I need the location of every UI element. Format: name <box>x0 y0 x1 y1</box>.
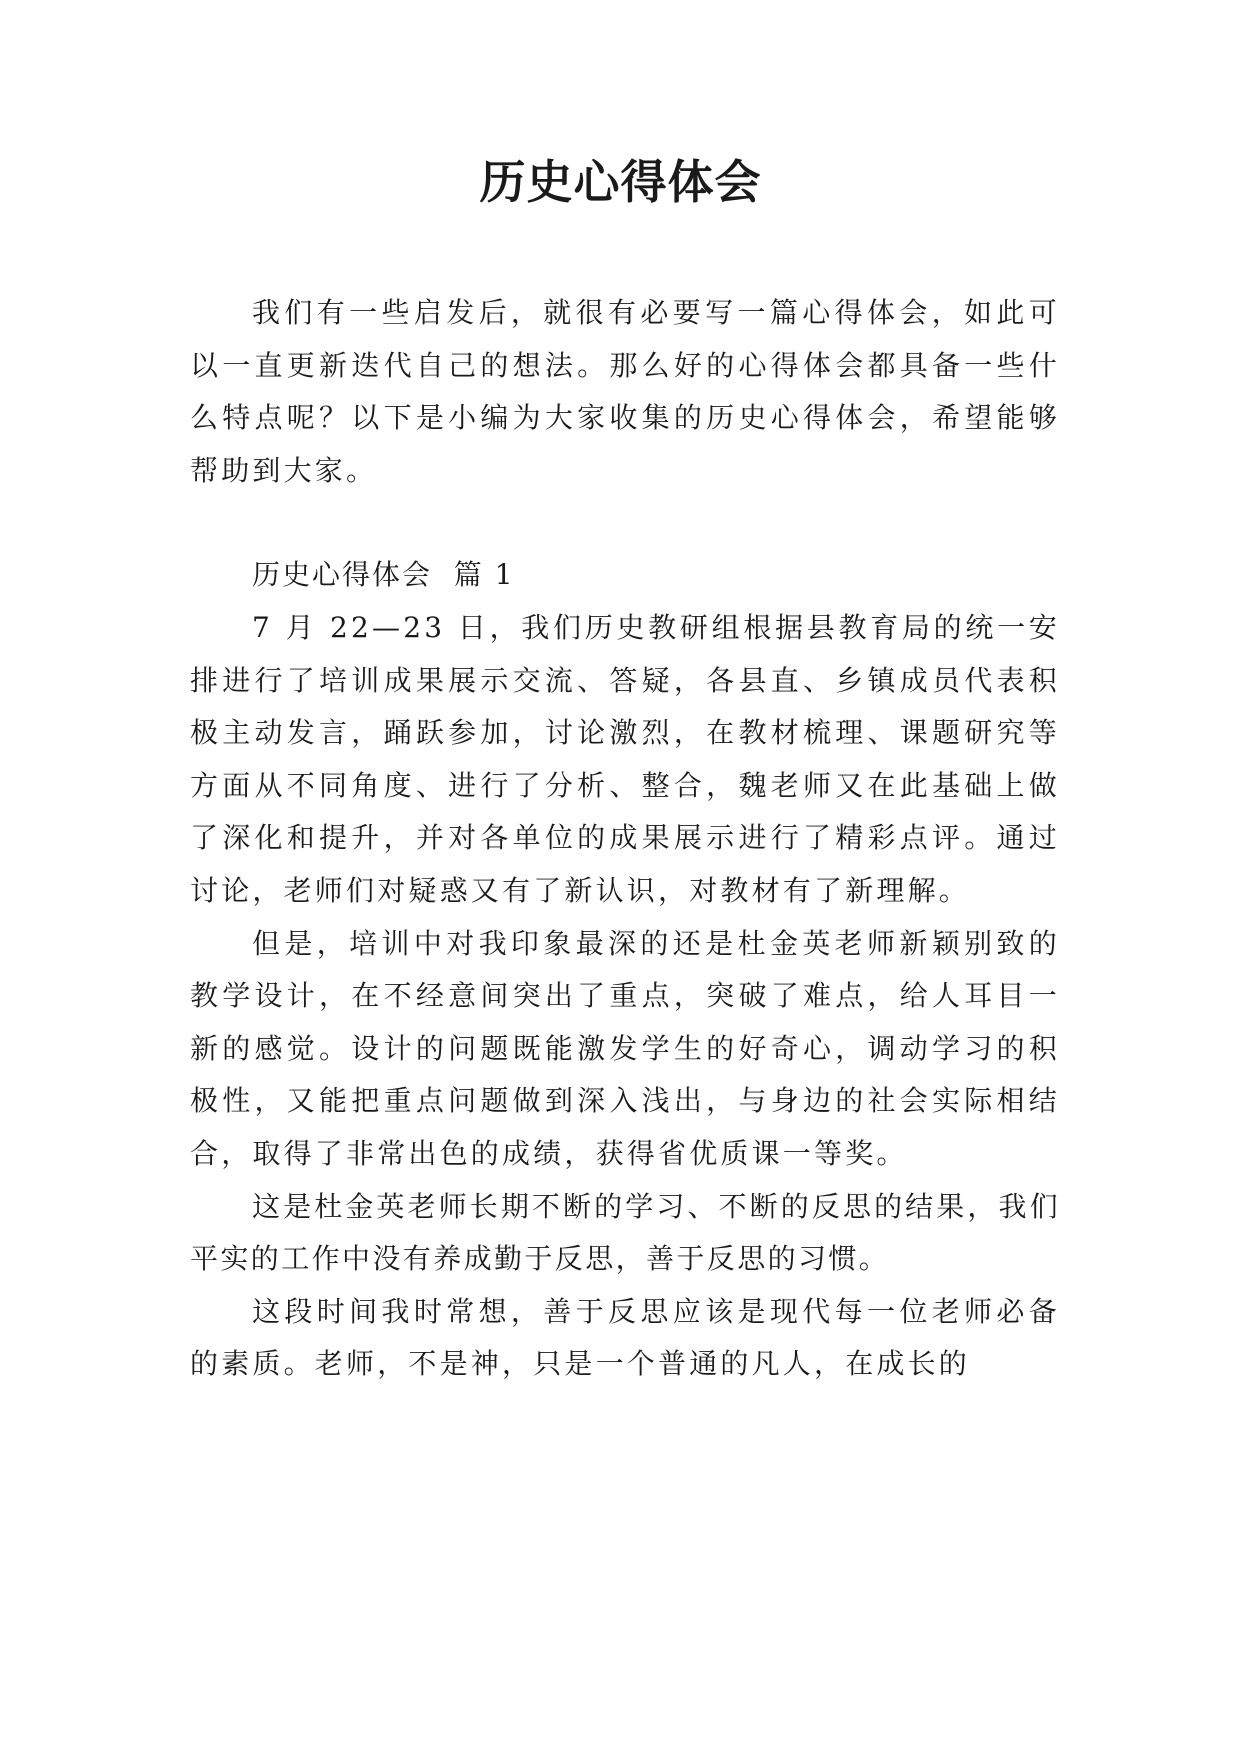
body-paragraph: 这段时间我时常想，善于反思应该是现代每一位老师必备的素质。老师，不是神，只是一个普通的凡人，在成长的 <box>190 1294 1060 1381</box>
intro-paragraph: 我们有一些启发后，就很有必要写一篇心得体会，如此可以一直更新迭代自己的想法。那么好的心得体会都具备一些什么特点呢？以下是小编为大家收集的历史心得体会，希望能够帮助到大家。 <box>190 296 1060 487</box>
document-body <box>190 287 1060 1391</box>
body-paragraph: 这是杜金英老师长期不断的学习、不断的反思的结果，我们平实的工作中没有养成勤于反思，善于反思的习惯。 <box>190 1189 1060 1276</box>
body-paragraph: 7 月 22—23 日，我们历史教研组根据县教育局的统一安排进行了培训成果展示交流、答疑，各县直、乡镇成员代表积极主动发言，踊跃参加，讨论激烈，在教材梳理、课题研究等方面从不同角度、进行了分析、整合，魏老师又在此基础上做了深化和提升，并对各单位的成果展示进行了精彩点评。通过讨论，老师们对疑惑又有了新认识，对教材有了新理解。 <box>190 610 1060 907</box>
document-title: 历史心得体会 <box>479 155 762 209</box>
section-heading: 历史心得体会 篇 1 <box>252 558 515 592</box>
body-paragraph: 但是，培训中对我印象最深的还是杜金英老师新颖别致的教学设计，在不经意间突出了重点，突破了难点，给人耳目一新的感觉。设计的问题既能激发学生的好奇心，调动学习的积极性，又能把重点问题做到深入浅出，与身边的社会实际相结合，取得了非常出色的成绩，获得省优质课一等奖。 <box>190 926 1060 1170</box>
